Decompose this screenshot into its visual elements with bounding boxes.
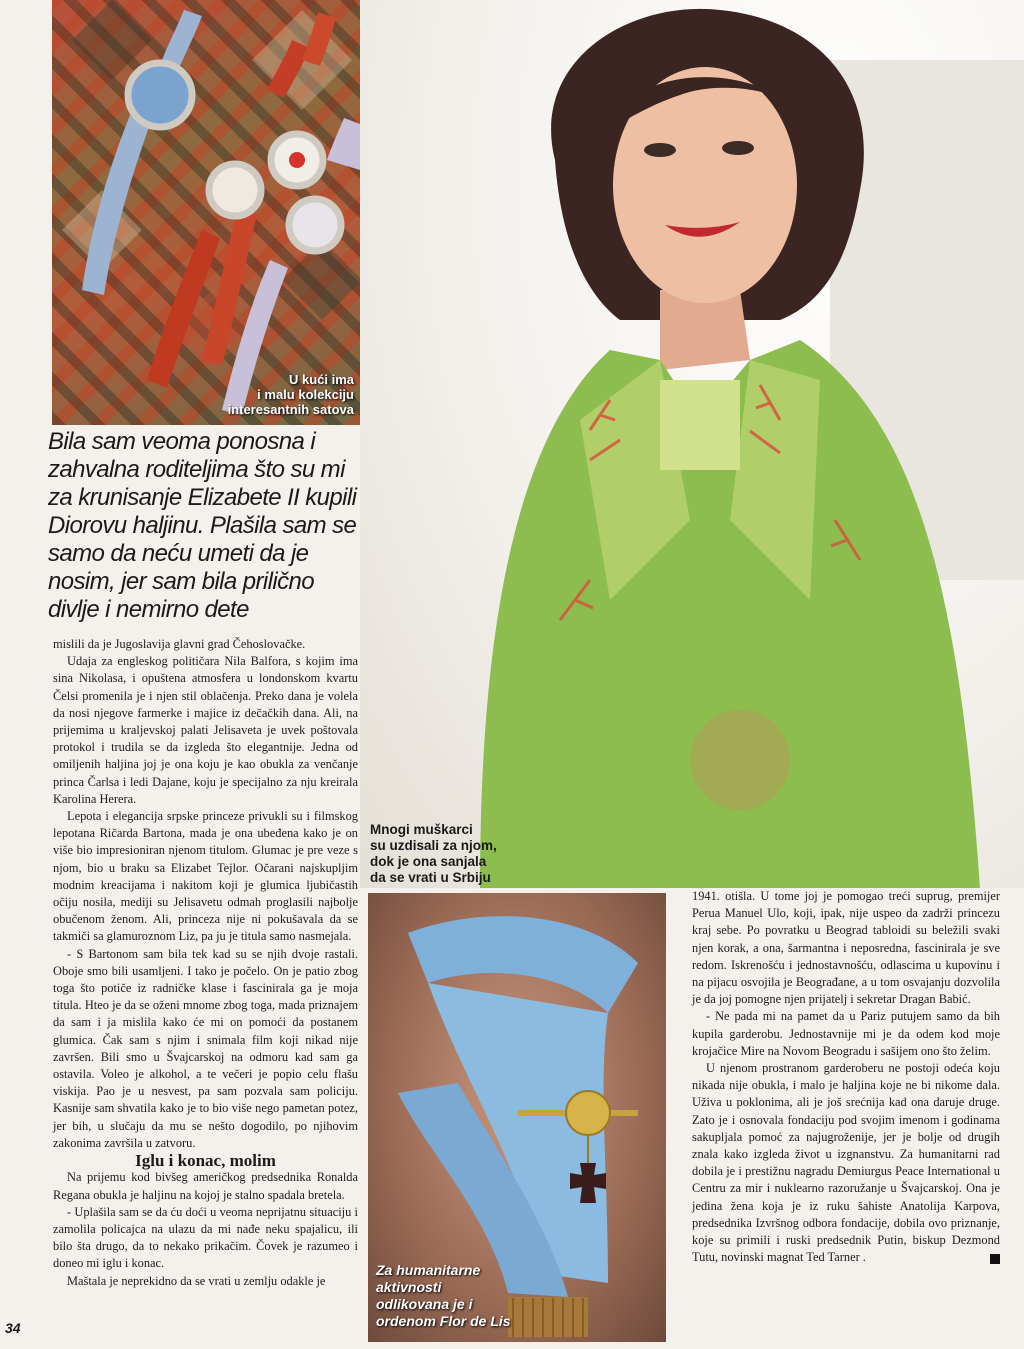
sash-caption-line: odlikovana je i [376,1296,473,1312]
right-column [692,888,1000,1266]
portrait-caption-line: da se vrati u Srbiju [370,870,491,885]
watches-caption-line: i malu kolekciju [257,387,354,402]
page-number: 34 [5,1320,21,1336]
paragraph: U njenom prostranom garderoberu ne postoji odeća koju nikada nije obukla, i malo je haljina koje ne bi nikome dala. Uživa u poklonima, ali je još srećnija kad ona daruje druge. Zato je i osnovala fondaciju pod svojim imenom i godinama sakupljala pomoć za najugroženije, jer je bolje od drugih znala kako izgleda život u izgnanstvu. Za humanitarni rad dobila je i prestižnu nagradu Demiurgus Peace International u Centru za mir i nuklearno razoružanje u Švajcarskoj. Ona je jedina žena koja je iz ruku šahiste Anatolija Karpova, predsednika Izvršnog odbora fondacije, dobila ovo priznanje, koje su primili i ruski predsednik Putin, biskup Dezmond Tutu, novinski magnat Ted Tarner . [692,1061,1000,1265]
pull-quote: Bila sam veoma ponosna i zahvalna roditeljima što su mi za krunisanje Elizabete II kupili Diorovu haljinu. Plašila sam se samo da neću umeti da je nosim, jer sam bila prilično divlje i nemirno dete [48,428,357,623]
portrait-illustration [360,0,1024,888]
portrait-caption-line: Mnogi muškarci [370,822,473,837]
subheading: Iglu i konac, molim [135,1151,276,1171]
paragraph: Maštala je neprekidno da se vrati u zemlju odakle je [67,1273,326,1288]
sash-caption-line: aktivnosti [376,1279,442,1295]
paragraph: Lepota i elegancija srpske princeze privukli su i filmskog lepotana Ričarda Bartona, mada je ona ubeđena kako je on više bio impresioniran njenom titulom. Glumac je pre veze s njom, bio u braku sa Elizabet Tejlor. Očarani najskupljim modnim kreacijama i nakitom koji je glumica ljubičastih očiju nosila, mediji su Jelisavetu odmah proglasili najbolje obučenom ženom. Ali, princeza nije ni pokušavala da se takmiči sa glamuroznom Liz, pa ju je titula samo nasmejala. [53,809,358,944]
watches-photo [52,0,360,425]
paragraph: 1941. otišla. U tome joj je pomogao treći suprug, premijer Perua Manuel Ulo, koji, ipak, nije uspeo da zadrži princezu kraj sebe. Po povratku u Beograd tabloidi su beležili svaki njen korak, a ona, šarmantna i neposredna, fascinirala je sve redom. Iskrenošću i jednostavnošću, odlascima u kupovinu i na pijacu osvojila je Beograđane, a u tom osvajanju dozvolila je da joj pomogne njen prijatelj i sekretar Dragan Babić. [692,889,1000,1007]
watches-caption-line: U kući ima [288,372,354,387]
sash-photo [368,893,666,1342]
watches-illustration [52,0,360,425]
sash-caption-line: Za humanitarne [376,1262,481,1278]
watches-caption [228,372,354,417]
paragraph: - S Bartonom sam bila tek kad su se njih dvoje rastali. Oboje smo bili usamljeni. I tako je počelo. On je patio zbog toga što potiče iz radničke klase i fascinirala ga je moja titula. Hteo je da se oženi mnome zbog toga, mada priznajem da sam i ja mislila kako će mi on pomoći da postanem glumica. Čak sam s njim i snimala film koji nikad nije završen. Bili smo u Švajcarskoj na odmoru kad sam ga ostavila. Voleo je alkohol, a te večeri je popio celu flašu viskija. Pao je u nesvest, pa sam pozvala sam policiju. Kasnije sam shvatila kako je to bio više nego pametan potez, jer bih, u slučaju da mu se nešto dogodilo, po njihovim zakonima završila u zatvoru. [53,946,358,1150]
watches-caption-line: interesantnih satova [227,402,354,417]
paragraph: Na prijemu kod bivšeg američkog predsednika Ronalda Regana obukla je haljinu na kojoj je stalno spadala bretela. [53,1170,358,1202]
portrait-caption [370,822,497,886]
sash-caption-line: ordenom Flor de Lis [376,1313,511,1329]
left-column [53,636,358,1290]
paragraph: - Ne pada mi na pamet da u Pariz putujem samo da bih kupila garderobu. Jednostavnije mi je da odem kod moje krojačice Mire na Novom Beogradu i sašijem ono što želim. [692,1009,1000,1058]
end-of-article-mark [990,1254,1000,1264]
paragraph: Udaja za engleskog političara Nila Balfora, s kojim ima sina Nikolasa, i opuštena atmosfera u londonskom kvartu Čelsi promenila je i njen stil oblačenja. Preko dana je volela da nosi njegove farmerke i majice iz dečačkih dana. Ali, na prijemima u kraljevskoj palati Jelisaveta je uvek poštovala protokol i trudila se da izgleda što elegantnije. Jedna od omiljenih haljina joj je ona koju je kao obukla za venčanje princa Čarlsa i ledi Dajane, koju je specijalno za nju kreirala Karolina Herera. [53,654,358,806]
paragraph: mislili da je Jugoslavija glavni grad Čehoslovačke. [53,637,306,651]
portrait-photo [360,0,1024,888]
sash-caption [376,1262,511,1330]
paragraph: - Uplašila sam se da ću doći u veoma neprijatnu situaciju i zamolila policajca na ulazu da mi nađe neku spajalicu, ili bilo šta drugo, da to nekako prikačim. Čovek je razumeo i doneo mi iglu i konac. [53,1204,358,1271]
portrait-caption-line: dok je ona sanjala [370,854,487,869]
portrait-caption-line: su uzdisali za njom, [370,838,497,853]
